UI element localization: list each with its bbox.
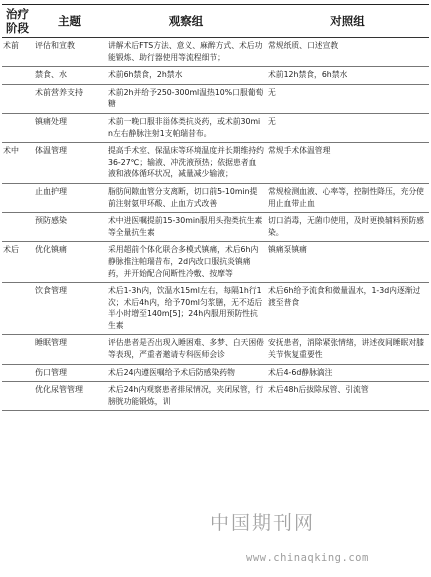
observation-cell: 术中进医嘱提前15-30min服用头孢类抗生素等全量抗生素 [106,213,266,242]
table-row [2,242,429,283]
control-cell: 无 [266,113,429,142]
topic-cell: 术前营养支持 [33,84,106,113]
phase-cell: 术后 [2,242,33,283]
observation-cell: 采用超前个体化联合多模式镇痛，术后6h内静脉推注帕瑞昔布，2d内改口服抗炎镇痛药，并开始配合间断性冷敷、按摩等 [106,242,266,283]
topic-cell: 体温管理 [33,143,106,184]
table-row [2,84,429,113]
phase-cell [2,283,33,335]
observation-cell: 术前2h并给予250-300ml温热10%口服葡萄糖 [106,84,266,113]
table-row [2,213,429,242]
table-row [2,113,429,142]
topic-cell: 预防感染 [33,213,106,242]
topic-cell: 睡眠管理 [33,335,106,364]
header-observation-group: 观察组 [106,5,266,38]
control-cell: 无 [266,84,429,113]
topic-cell: 禁食、水 [33,67,106,85]
topic-cell: 评估和宣教 [33,38,106,67]
control-cell: 常规手术体温管理 [266,143,429,184]
phase-cell [2,113,33,142]
table-row [2,335,429,364]
table-row [2,183,429,212]
phase-cell [2,213,33,242]
topic-cell: 止血护理 [33,183,106,212]
table-row [2,67,429,85]
observation-cell: 术后24内遵医嘱给予术后防感染药物 [106,364,266,382]
phase-cell [2,335,33,364]
control-cell: 术后4-6d静脉滴注 [266,364,429,382]
topic-cell: 优化镇痛 [33,242,106,283]
phase-cell [2,84,33,113]
control-cell: 术后6h给予流食和微量温水，1-3d内逐渐过渡至普食 [266,283,429,335]
observation-cell: 术后1-3h内，饮温水15ml左右，每隔1h行1次；术后4h内，给予70ml匀浆膳，无不适后半小时增至140m[5]；24h内服用预防性抗生素 [106,283,266,335]
observation-cell: 评估患者是否出现入睡困难、多梦、白天困倦等表现，严重者邀请专科医师会诊 [106,335,266,364]
watermark-logo-text: 中国期刊网 [210,512,316,534]
control-cell: 安抚患者，消除紧张情绪，讲述夜间睡眠对膝关节恢复重要性 [266,335,429,364]
fts-comparison-table [2,4,429,411]
topic-cell: 镇痛处理 [33,113,106,142]
phase-cell: 术前 [2,38,33,67]
topic-cell: 饮食管理 [33,283,106,335]
control-cell: 术前12h禁食，6h禁水 [266,67,429,85]
header-phase: 治疗阶段 [2,5,33,38]
topic-cell: 伤口管理 [33,364,106,382]
table-row [2,364,429,382]
table-row [2,283,429,335]
phase-cell: 术中 [2,143,33,184]
table-row [2,143,429,184]
control-cell: 切口消毒，无菌巾使用，及时更换辅料预防感染。 [266,213,429,242]
observation-cell: 讲解术后FTS方法、意义、麻醉方式、术后功能锻炼、助行器使用等流程细节； [106,38,266,67]
observation-cell: 术前6h禁食，2h禁水 [106,67,266,85]
observation-cell: 术前一晚口服非甾体类抗炎药，或术前30min左右静脉注射1支帕瑞昔布。 [106,113,266,142]
header-control-group: 对照组 [266,5,429,38]
table-row [2,382,429,411]
topic-cell: 优化尿管管理 [33,382,106,411]
header-topic: 主题 [33,5,106,38]
table-row [2,38,429,67]
observation-cell: 术后24h内观察患者排尿情况，夹闭尿管，行膀胱功能锻炼，训 [106,382,266,411]
observation-cell: 脂肪间隙血管分支离断，切口前5-10min提前注射氨甲环酸、止血方式改善 [106,183,266,212]
control-cell: 常规检测血液、心率等，控制性降压，充分使用止血带止血 [266,183,429,212]
observation-cell: 提高手术室、保温床等环境温度并长期维持约36-27℃；输液、冲洗液预热；依据患者血液和液体循环状况，减量减少输液； [106,143,266,184]
phase-cell [2,183,33,212]
control-cell: 常规纸质、口述宣教 [266,38,429,67]
phase-cell [2,382,33,411]
watermark-url: www.chinaqking.com [246,552,369,564]
table-header-row [2,5,429,38]
control-cell: 镇痛泵镇痛 [266,242,429,283]
control-cell: 术后48h后拔除尿管、引流管 [266,382,429,411]
phase-cell [2,364,33,382]
phase-cell [2,67,33,85]
